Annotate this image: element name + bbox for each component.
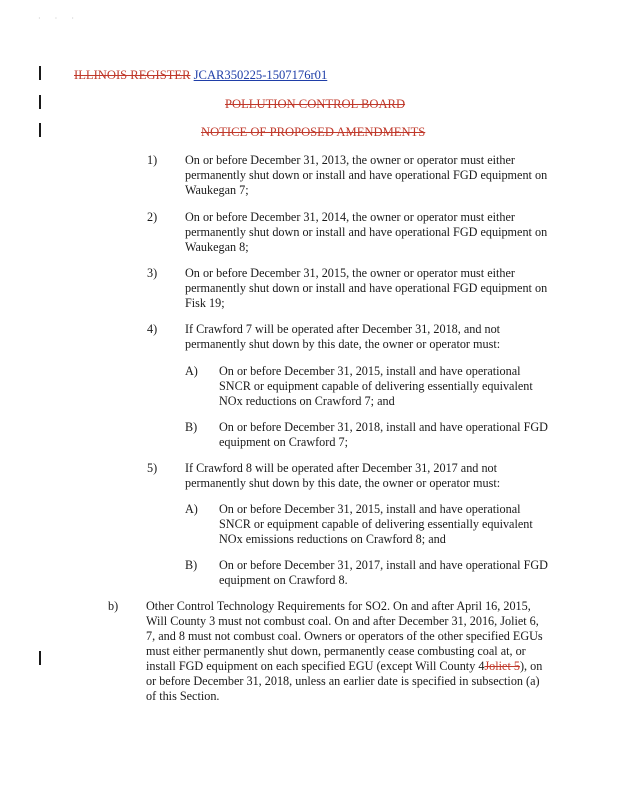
- text-line: of this Section.: [146, 689, 220, 703]
- text-line: On or before December 31, 2013, the owner or operator must either: [185, 153, 515, 167]
- text-line: or before December 31, 2018, unless an earlier date is specified in subsection (a): [146, 674, 540, 688]
- text-line: On or before December 31, 2017, install and have operational FGD: [219, 558, 548, 572]
- text-line: Waukegan 8;: [185, 240, 249, 254]
- text-line: On or before December 31, 2018, install and have operational FGD: [219, 420, 548, 434]
- subitem-text: [219, 364, 589, 409]
- text-line: permanently shut down by this date, the owner or operator must:: [185, 337, 501, 351]
- text-line: permanently shut down or install and have operational FGD equipment on: [185, 225, 548, 239]
- item-number: 3): [147, 266, 158, 280]
- text-line: On or before December 31, 2015, the owner or operator must either: [185, 266, 515, 280]
- notice-title: NOTICE OF PROPOSED AMENDMENTS: [201, 125, 426, 139]
- scan-specks: · · ·: [38, 14, 80, 23]
- register-header: [74, 68, 327, 83]
- text-line: SNCR or equipment capable of delivering essentially equivalent: [219, 517, 533, 531]
- subitem-number: A): [185, 502, 198, 516]
- item-text: [185, 461, 585, 491]
- section-text: [146, 599, 586, 704]
- text-line: must either permanently shut down, permanently cease combusting coal at, or: [146, 644, 526, 658]
- text-line: [146, 659, 586, 674]
- text-line: equipment on Crawford 7;: [219, 435, 348, 449]
- text-line: 7, and 8 must not combust coal. Owners or operators of the other specified EGUs: [146, 629, 543, 643]
- subitem-number: B): [185, 420, 198, 434]
- item-number: 1): [147, 153, 158, 167]
- item-number: 4): [147, 322, 158, 336]
- text-line: Other Control Technology Requirements for SO2. On and after April 16, 2015,: [146, 599, 531, 613]
- register-title: ILLINOIS REGISTER: [74, 68, 191, 82]
- jcar-code: JCAR350225-1507176r01: [193, 68, 328, 82]
- subitem-number: B): [185, 558, 198, 572]
- text-line: permanently shut down by this date, the owner or operator must:: [185, 476, 501, 490]
- subitem-text: [219, 558, 589, 588]
- text-line: If Crawford 8 will be operated after December 31, 2017 and not: [185, 461, 498, 475]
- item-number: 2): [147, 210, 158, 224]
- text-line: On or before December 31, 2014, the owner or operator must either: [185, 210, 515, 224]
- text-line: equipment on Crawford 8.: [219, 573, 348, 587]
- text-line: If Crawford 7 will be operated after December 31, 2018, and not: [185, 322, 501, 336]
- text-line: permanently shut down or install and have operational FGD equipment on: [185, 281, 548, 295]
- struck-text: Joliet 5: [484, 659, 520, 673]
- subitem-text: [219, 420, 589, 450]
- item-text: [185, 322, 585, 352]
- revision-bar: [39, 66, 41, 80]
- revision-bar: [39, 95, 41, 109]
- text-line: permanently shut down or install and have operational FGD equipment on: [185, 168, 548, 182]
- subitem-number: A): [185, 364, 198, 378]
- text-line: On or before December 31, 2015, install and have operational: [219, 364, 521, 378]
- text-line: NOx reductions on Crawford 7; and: [219, 394, 395, 408]
- text-line: Waukegan 7;: [185, 183, 249, 197]
- item-text: [185, 210, 585, 255]
- text-line: On or before December 31, 2015, install and have operational: [219, 502, 521, 516]
- text-fragment: ), on: [519, 659, 543, 673]
- text-line: NOx emissions reductions on Crawford 8; and: [219, 532, 446, 546]
- text-line: Fisk 19;: [185, 296, 225, 310]
- item-number: 5): [147, 461, 158, 475]
- text-fragment: install FGD equipment on each specified EGU (except Will County 4: [146, 659, 485, 673]
- board-title: POLLUTION CONTROL BOARD: [225, 97, 406, 111]
- item-text: [185, 153, 585, 198]
- revision-bar: [39, 651, 41, 665]
- text-line: SNCR or equipment capable of delivering essentially equivalent: [219, 379, 533, 393]
- section-number: b): [108, 599, 119, 613]
- item-text: [185, 266, 585, 311]
- text-line: Will County 3 must not combust coal. On and after December 31, 2016, Joliet 6,: [146, 614, 539, 628]
- revision-bar: [39, 123, 41, 137]
- subitem-text: [219, 502, 589, 547]
